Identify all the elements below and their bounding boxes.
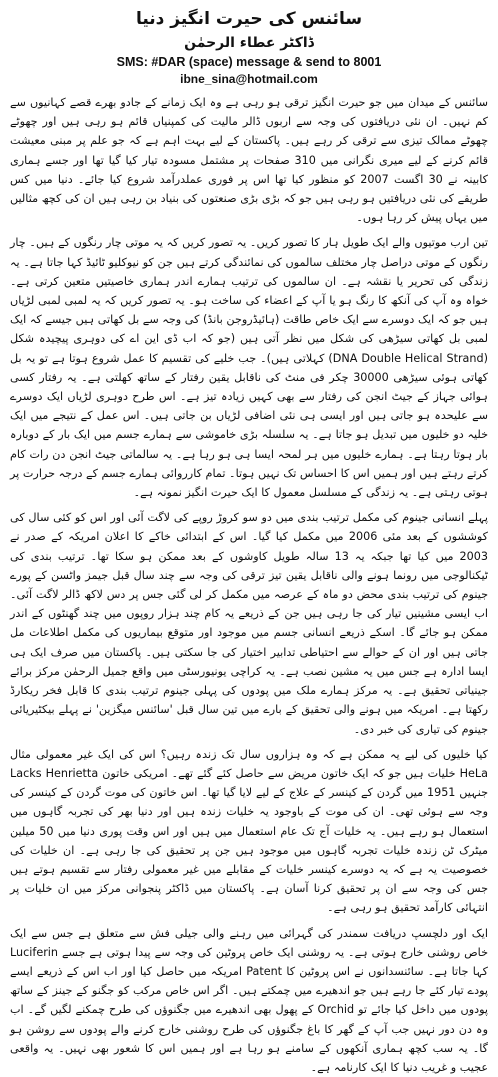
sms-line: SMS: #DAR (space) message & send to 8001 xyxy=(116,55,382,69)
author-name: ڈاکٹر عطاء الرحمٰن xyxy=(184,35,314,51)
article-title: سائنس کی حیرت انگیز دنیا xyxy=(135,9,363,29)
paragraph: ایک اور دلچسپ دریافت سمندر کی گہرائی میں رہنے والی جیلی فش سے متعلق ہے جس سے ایک خاص روشنی خارج ہوتی ہے۔ یہ روشنی ایک خاص پروٹین کی وجہ سے پیدا ہوتی ہے جسے Luciferin کہا جاتا ہے۔ سائنسدانوں نے اس پروٹین کا Patent امریکہ میں حاصل کیا اور اب اس کے ذریعے ایسے پودے تیار کئے جا رہے ہیں جو اندھیرے میں چمکتے ہیں۔ اگر اس خاص مرکب کو جگنو کے جینز کے ساتھ پودوں میں داخل کیا جائے تو Orchid کے پھول بھی اندھیرے میں جگنوؤں کی طرح چمکنے لگیں گے۔ اب وہ دن دور نہیں جب آپ کے گھر کا باغ جگنوؤں کی طرح روشنی خارج کرنے والے پودوں سے روشن ہو گا۔ یہ سب کچھ ہماری آنکھوں کے سامنے ہو رہا ہے اور ہمیں اس کا شعور بھی نہیں۔ یہ واقعی عجیب و غریب دنیا کا ایک کارنامہ ہے۔ xyxy=(10,926,488,1074)
paragraph: سائنس کے میدان میں جو حیرت انگیز ترقی ہو رہی ہے وہ ایک زمانے کے جادو بھرے قصے کہانیوں سے کم نہیں۔ ان نئی دریافتوں کی وجہ سے اربوں ڈالر مالیت کی کمپنیاں قائم ہو رہی ہیں اور چھوٹے چھوٹے ممالک تیزی سے ترقی کر رہے ہیں۔ پاکستان کے لیے بہت اہم ہے کہ جو علم پر مبنی معیشت قائم کرنے کے لیے میری نگرانی میں 310 صفحات پر مشتمل مسودہ تیار کیا گیا تھا اور جسے ہماری کابینہ نے 30 اگست 2007 کو منظور کیا تھا اس پر فوری عملدرآمد شروع کیا جائے۔ دنیا میں کس طریقے کی نئی دریافتیں ہو رہی ہیں جو کہ بڑی بڑی صنعتوں کی بنیاد بن رہی ہیں ان کی کچھ مثالیں میں یہاں پیش کر رہا ہوں۔ xyxy=(10,96,489,225)
paragraph: کیا خلیوں کی لیے یہ ممکن ہے کہ وہ ہزاروں سال تک زندہ رہیں؟ اس کی ایک غیر معمولی مثال HeLa خلیات ہیں جو کہ ایک خاتون مریض سے حاصل کئے گئے تھے۔ امریکی خاتون Lacks Henrietta جنہیں 1951 میں گردن کے کینسر کے علاج کے لیے لایا گیا تھا۔ اس خاتون کی موت گردن کے کینسر کی وجہ سے ہوئی تھی۔ ان کی موت کے باوجود یہ خلیات زندہ ہیں اور دنیا بھر کی تجربہ گاہوں میں استعمال ہو رہے ہیں۔ یہ خلیات آج تک عام استعمال میں ہیں اور اس وقت پوری دنیا میں 50 میلین میٹرک ٹن زندہ خلیات تجربہ گاہوں میں موجود ہیں جن پر تحقیق کی جا رہی ہے۔ ان خلیات کی خصوصیت یہ ہے کہ یہ دوسرے کینسر خلیات کے مقابلے میں غیر معمولی رفتار سے تقسیم ہوتے ہیں جس کی وجہ سے ان پر تحقیق کرنا آسان ہے۔ پاکستان میں ڈاکٹر پنجوانی مرکز میں ان خلیات پر انتہائی کارآمد تحقیق ہو رہی ہے۔ xyxy=(10,747,489,915)
paragraph: تین ارب موتیوں والے ایک طویل ہار کا تصور کریں۔ یہ تصور کریں کہ یہ موتی چار رنگوں کے ہیں۔ چار رنگوں کے موتی دراصل چار مختلف سالموں کی نمائندگی کرتے ہیں جن کو نیوکلیو ٹائیڈ کہا جاتا ہے۔ یہ زندگی کی تحریر یا نقشہ ہے۔ ان سالموں کی ترتیب ہمارے اندر ہماری خاصیتیں متعین کرتی ہے۔ خواہ وہ آپ کی آنکھ کا رنگ ہو یا آپ کے اعضاء کی ساخت ہو۔ یہ تصور کریں کہ یہ لمبی لمبی لڑیاں ہیں جو کہ ایک دوسرے سے ایک خاص طاقت (ہائیڈروجن بانڈ) کی وجہ سے بل کھاتی ہیں جیسے کہ ایک لمبی بل کھاتی سیڑھی کی شکل میں نظر آتی ہیں (جو کہ اب ڈی این اے کی دوہری پیچیدہ شکل (DNA Double Helical Strand) کہلاتی ہیں)۔ جب خلیے کی تقسیم کا عمل شروع ہوتا ہے تو یہ بل کھاتی ہوئی سیڑھی 30000 چکر فی منٹ کی ناقابل یقین رفتار کے ساتھ کھلتی ہے۔ یہ رفتار کسی ہوائی جہاز کے جیٹ انجن کی رفتار سے بھی کہیں زیادہ تیز ہے۔ اس طرح دوہری لڑیاں ایک دوسرے سے علیحدہ ہو جاتی ہیں اور ایسی ہی نئی اضافی لڑیاں بن جاتی ہیں۔ اس عمل کے نتیجے میں ایک خلیہ دو خلیوں میں تبدیل ہو جاتا ہے۔ یہ سلسلہ بڑی خاموشی سے ہمارے جسم میں ایک بار کے دوبارہ بار ہوتا رہتا ہے۔ ہمارے خلیوں میں ہر لمحہ ایسا ہی ہو رہا ہے۔ یہ سالماتی جیٹ انجن دن رات کام کرتے رہتے ہیں اور ہمیں اس کا احساس تک نہیں ہوتا۔ تمام کارروائی ہمارے جسم کے درجہ حرارت پر ہوتی رہتی ہے۔ یہ زندگی کے مسلسل معمول کا ایک حیرت انگیز نمونہ ہے۔ xyxy=(10,236,488,500)
article-body xyxy=(10,93,488,1077)
paragraph: پہلے انسانی جینوم کی مکمل ترتیب بندی میں دو سو کروڑ روپے کی لاگت آئی اور اس کو کئی سال کی کوششوں کے بعد مئی 2006 میں مکمل کیا گیا۔ اس کے ابتدائی خاکے کا اعلان امریکہ کے صدر نے 2003 میں کیا تھا جبکہ یہ 13 سالہ طویل کاوشوں کے بعد ممکن ہو سکا تھا۔ ترتیب بندی کی ٹیکنالوجی میں رونما ہونے والی ناقابل یقین تیز ترقی کی وجہ سے چند سال قبل جیمز واٹسن کے پورے جینوم کی ترتیب بندی محض دو ماہ کے عرصہ میں مکمل کر لی گئی جس پر دس لاکھ ڈالر لاگت آئی۔ اب ایسی مشینیں تیار کی جا رہی ہیں جن کے ذریعے یہ کام چند ہزار روپوں میں چند گھنٹوں کے اندر ممکن ہو جائے گا۔ اسکے ذریعے انسانی جسم میں موجود اور متوقع بیماریوں کی مکمل اطلاعات مل جاتی ہیں اور ان کے حوالے سے احتیاطی تدابیر اختیار کی جا سکتی ہیں۔ پاکستان میں صرف ایک ہی ایسا ادارہ ہے جس میں یہ مشین نصب ہے۔ یہ کراچی یونیورسٹی میں واقع جمیل الرحمٰن مرکز برائے جینیاتی تحقیق ہے۔ یہ مرکز ہمارے ملک میں پودوں کی پہلی جینوم ترتیب بندی کا قابل فخر ریکارڈ رکھتا ہے۔ امریکہ میں ہونے والی تحقیق کے بارے میں تین سال قبل 'سائنس میگزین' نے پہلے بیکٹیریائی جینوم کی تیاری کی خبر دی۔ xyxy=(10,511,488,736)
author-email: ibne_sina@hotmail.com xyxy=(180,72,318,86)
